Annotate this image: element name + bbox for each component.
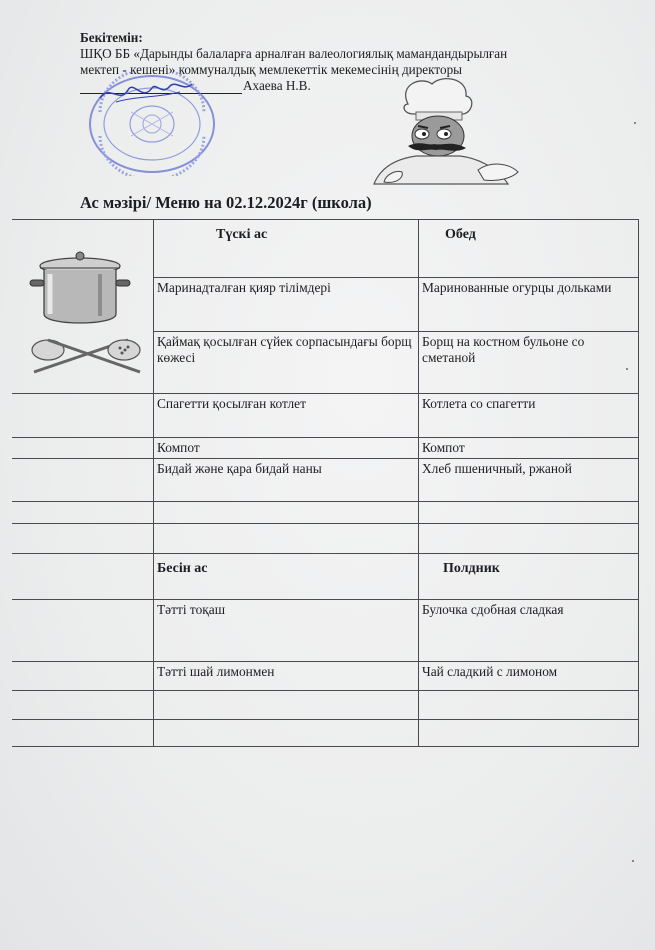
approval-heading: Бекітемін: [80, 30, 143, 45]
image-column-cell [12, 691, 154, 720]
empty-cell [419, 524, 639, 554]
table-row [12, 438, 639, 459]
empty-cell [154, 524, 419, 554]
scan-mark [626, 368, 628, 370]
dish-kk: Бидай және қара бидай наны [154, 459, 419, 502]
image-column-cell [12, 720, 154, 747]
image-column-cell [12, 554, 154, 600]
table-row [12, 459, 639, 502]
empty-cell [154, 691, 419, 720]
menu-title: Ас мәзірі/ Меню на 02.12.2024г (школа) [80, 193, 372, 212]
table-row [12, 600, 639, 662]
scan-mark [632, 860, 634, 862]
dish-kk: Маринадталған қияр тілімдері [154, 278, 419, 332]
snack-dish-kk: Тәтті шай лимонмен [154, 662, 419, 691]
image-column-cell [12, 459, 154, 502]
dish-kk: Компот [154, 438, 419, 459]
table-row [12, 502, 639, 524]
empty-cell [154, 502, 419, 524]
snack-header-kk: Бесін ас [154, 554, 419, 600]
dish-ru: Хлеб пшеничный, ржаной [419, 459, 639, 502]
dish-ru: Котлета со спагетти [419, 394, 639, 438]
image-column-cell [12, 524, 154, 554]
snack-header-ru: Полдник [419, 554, 639, 600]
director-name: Ахаева Н.В. [243, 78, 311, 93]
table-row [12, 662, 639, 691]
empty-cell [154, 720, 419, 747]
snack-dish-ru: Булочка сдобная сладкая [419, 600, 639, 662]
cooking-pot-icon [28, 244, 146, 382]
table-row [12, 691, 639, 720]
image-column-cell [12, 600, 154, 662]
image-column-cell [12, 394, 154, 438]
image-column-cell [12, 662, 154, 691]
table-row [12, 524, 639, 554]
empty-cell [419, 691, 639, 720]
approval-line-2: мектеп - кешені» коммуналдық мемлекеттік мекемесінің директоры [80, 62, 463, 77]
dish-ru: Маринованные огурцы дольками [419, 278, 639, 332]
table-row [12, 720, 639, 747]
scan-mark [634, 122, 636, 124]
approval-line-1: ШҚО ББ «Дарынды балаларға арналған валеологиялық мамандандырылған [80, 46, 508, 61]
empty-cell [419, 502, 639, 524]
snack-dish-kk: Тәтті тоқаш [154, 600, 419, 662]
dish-ru: Компот [419, 438, 639, 459]
chef-icon [372, 74, 522, 186]
dish-kk: Спагетти қосылған котлет [154, 394, 419, 438]
snack-dish-ru: Чай сладкий с лимоном [419, 662, 639, 691]
lunch-header-kk: Түскі ас [154, 220, 419, 278]
table-row [12, 394, 639, 438]
table-row [12, 554, 639, 600]
lunch-header-ru: Обед [419, 220, 639, 278]
dish-ru: Борщ на костном бульоне со сметаной [419, 332, 639, 394]
empty-cell [419, 720, 639, 747]
signature-icon [96, 78, 196, 108]
dish-kk: Қаймақ қосылған сүйек сорпасындағы борщ көжесі [154, 332, 419, 394]
image-column-cell [12, 502, 154, 524]
image-column-cell [12, 438, 154, 459]
